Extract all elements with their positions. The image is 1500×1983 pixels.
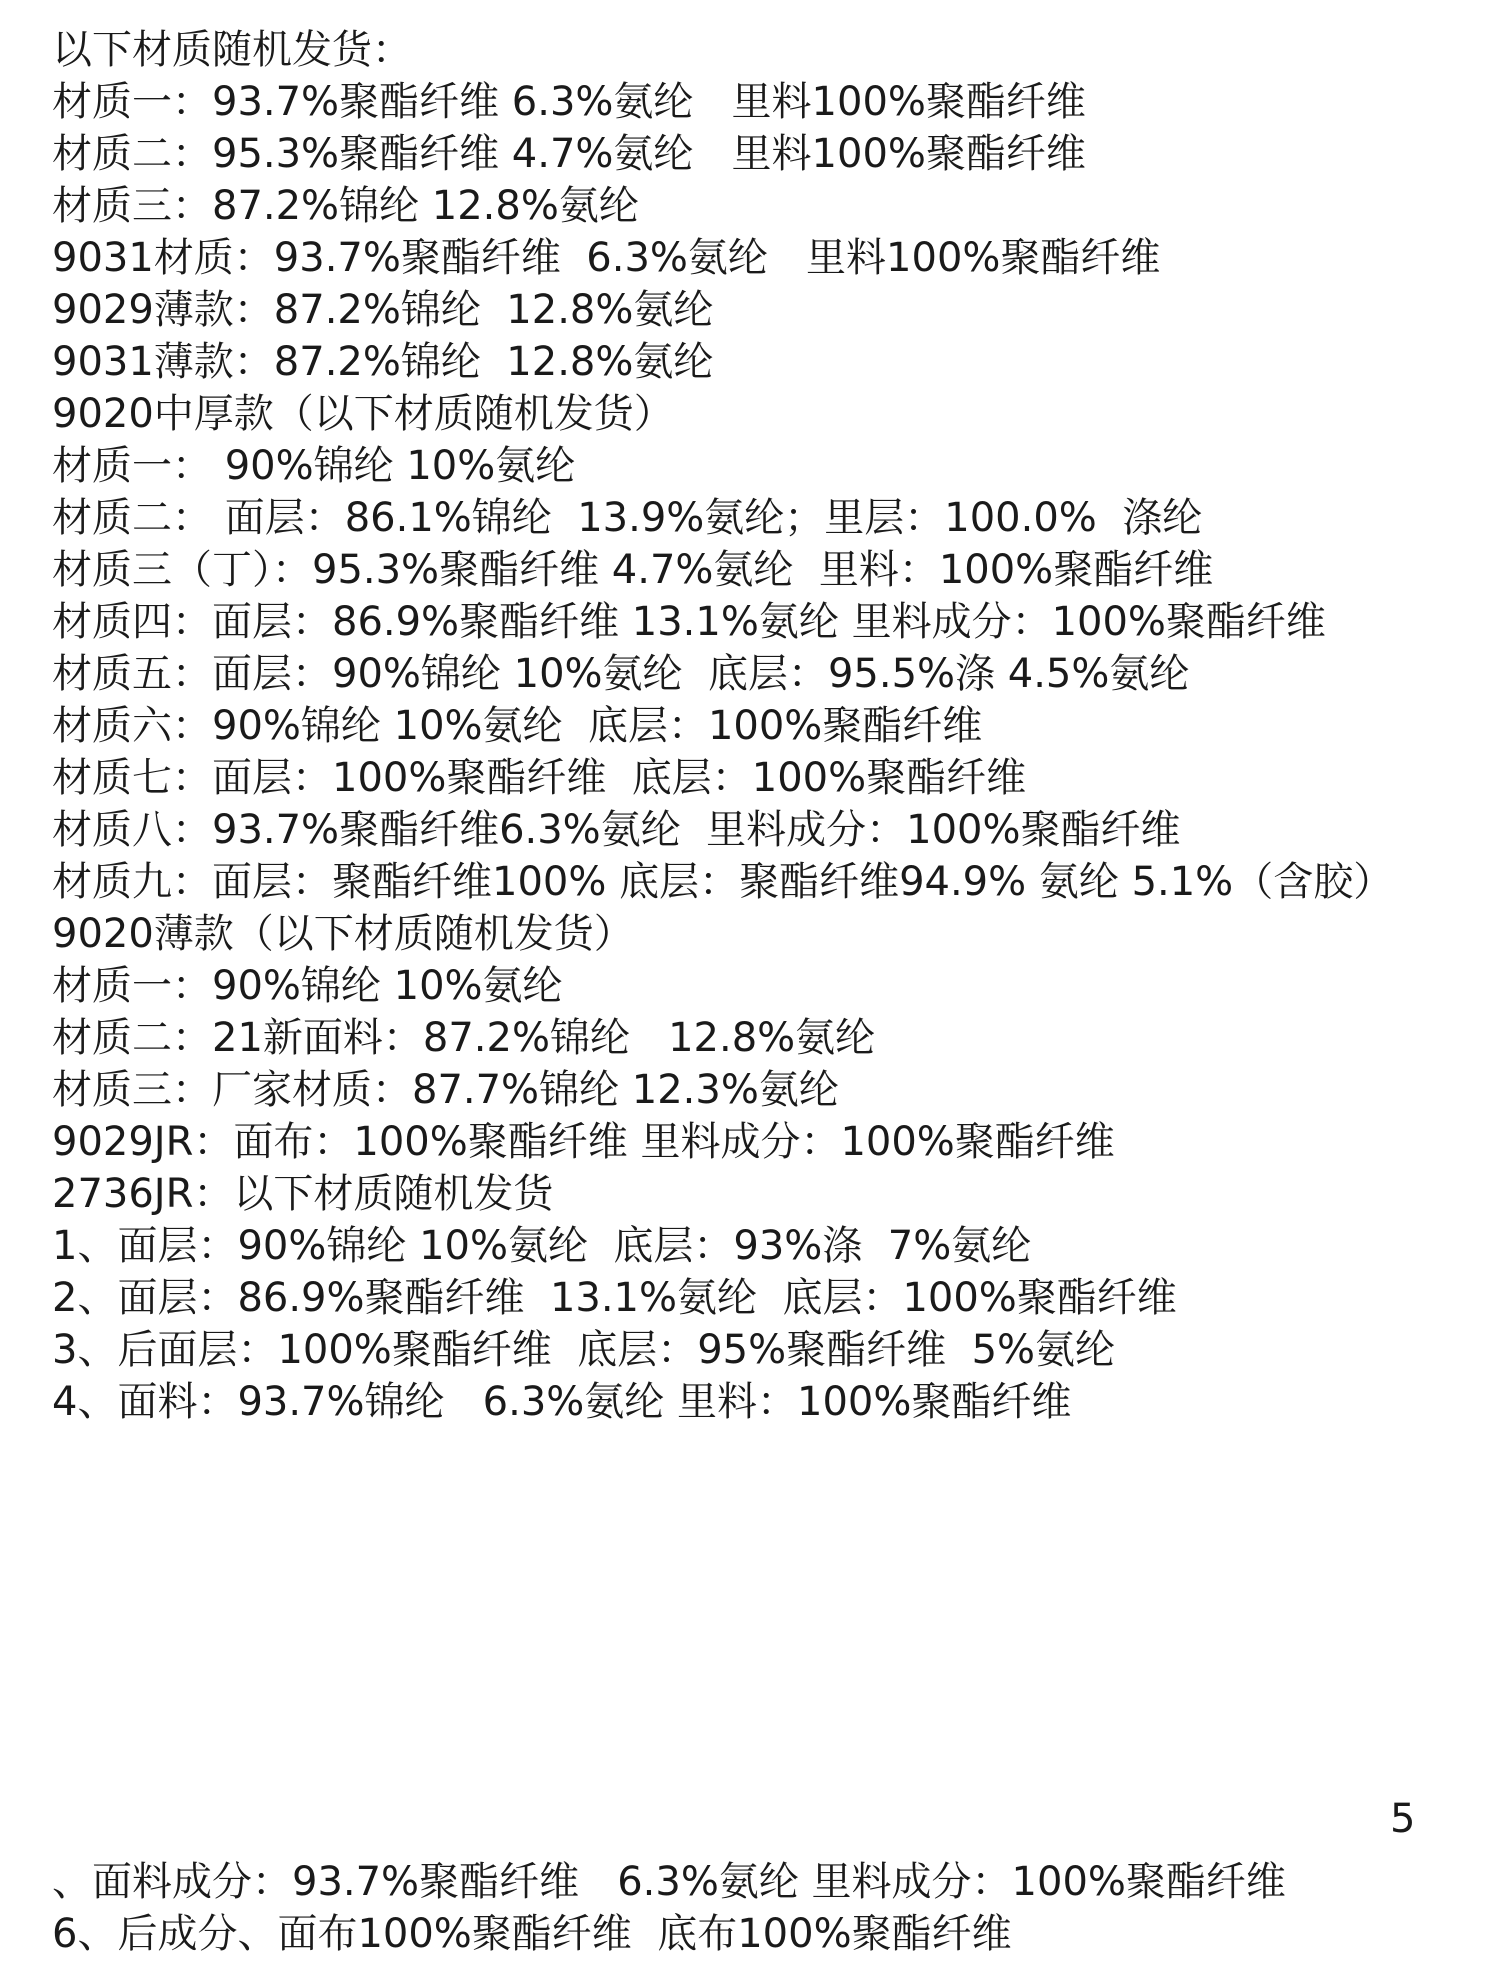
text-line-11: 材质三（丁）：95.3%聚酯纤维 4.7%氨纶 里料：100%聚酯纤维: [52, 547, 1214, 593]
text-line-7: 9031薄款：87.2%锦纶 12.8%氨纶: [52, 339, 714, 385]
text-line-2: 材质一：93.7%聚酯纤维 6.3%氨纶 里料100%聚酯纤维: [52, 79, 1086, 125]
text-line-19: 材质一：90%锦纶 10%氨纶: [52, 963, 563, 1009]
text-line-18: 9020薄款（以下材质随机发货）: [52, 911, 634, 957]
text-line-5: 9031材质：93.7%聚酯纤维 6.3%氨纶 里料100%聚酯纤维: [52, 235, 1161, 281]
text-line-23: 2736JR：以下材质随机发货: [52, 1171, 554, 1217]
stray-number-5: 5: [1390, 1796, 1416, 1842]
text-line-28: 、面料成分：93.7%聚酯纤维 6.3%氨纶 里料成分：100%聚酯纤维: [52, 1859, 1286, 1905]
text-line-13: 材质五：面层：90%锦纶 10%氨纶 底层：95.5%涤 4.5%氨纶: [52, 651, 1190, 697]
text-line-29: 6、后成分、面布100%聚酯纤维 底布100%聚酯纤维: [52, 1911, 1012, 1957]
text-line-9: 材质一： 90%锦纶 10%氨纶: [52, 443, 576, 489]
text-line-26: 3、后面层：100%聚酯纤维 底层：95%聚酯纤维 5%氨纶: [52, 1327, 1116, 1373]
text-line-4: 材质三：87.2%锦纶 12.8%氨纶: [52, 183, 639, 229]
text-line-14: 材质六：90%锦纶 10%氨纶 底层：100%聚酯纤维: [52, 703, 983, 749]
text-line-20: 材质二：21新面料：87.2%锦纶 12.8%氨纶: [52, 1015, 876, 1061]
text-line-12: 材质四：面层：86.9%聚酯纤维 13.1%氨纶 里料成分：100%聚酯纤维: [52, 599, 1326, 645]
text-line-25: 2、面层：86.9%聚酯纤维 13.1%氨纶 底层：100%聚酯纤维: [52, 1275, 1177, 1321]
text-line-8: 9020中厚款（以下材质随机发货）: [52, 391, 674, 437]
text-line-3: 材质二：95.3%聚酯纤维 4.7%氨纶 里料100%聚酯纤维: [52, 131, 1086, 177]
text-line-16: 材质八：93.7%聚酯纤维6.3%氨纶 里料成分：100%聚酯纤维: [52, 807, 1181, 853]
text-line-24: 1、面层：90%锦纶 10%氨纶 底层：93%涤 7%氨纶: [52, 1223, 1032, 1269]
text-line-21: 材质三：厂家材质：87.7%锦纶 12.3%氨纶: [52, 1067, 839, 1113]
text-line-22: 9029JR：面布：100%聚酯纤维 里料成分：100%聚酯纤维: [52, 1119, 1115, 1165]
text-line-27: 4、面料：93.7%锦纶 6.3%氨纶 里料：100%聚酯纤维: [52, 1379, 1072, 1425]
text-line-15: 材质七：面层：100%聚酯纤维 底层：100%聚酯纤维: [52, 755, 1027, 801]
text-line-17: 材质九：面层：聚酯纤维100% 底层：聚酯纤维94.9% 氨纶 5.1%（含胶）: [52, 859, 1394, 905]
text-line-10: 材质二： 面层：86.1%锦纶 13.9%氨纶；里层：100.0% 涤纶: [52, 495, 1203, 541]
text-line-6: 9029薄款：87.2%锦纶 12.8%氨纶: [52, 287, 714, 333]
text-line-1: 以下材质随机发货：: [52, 27, 412, 73]
